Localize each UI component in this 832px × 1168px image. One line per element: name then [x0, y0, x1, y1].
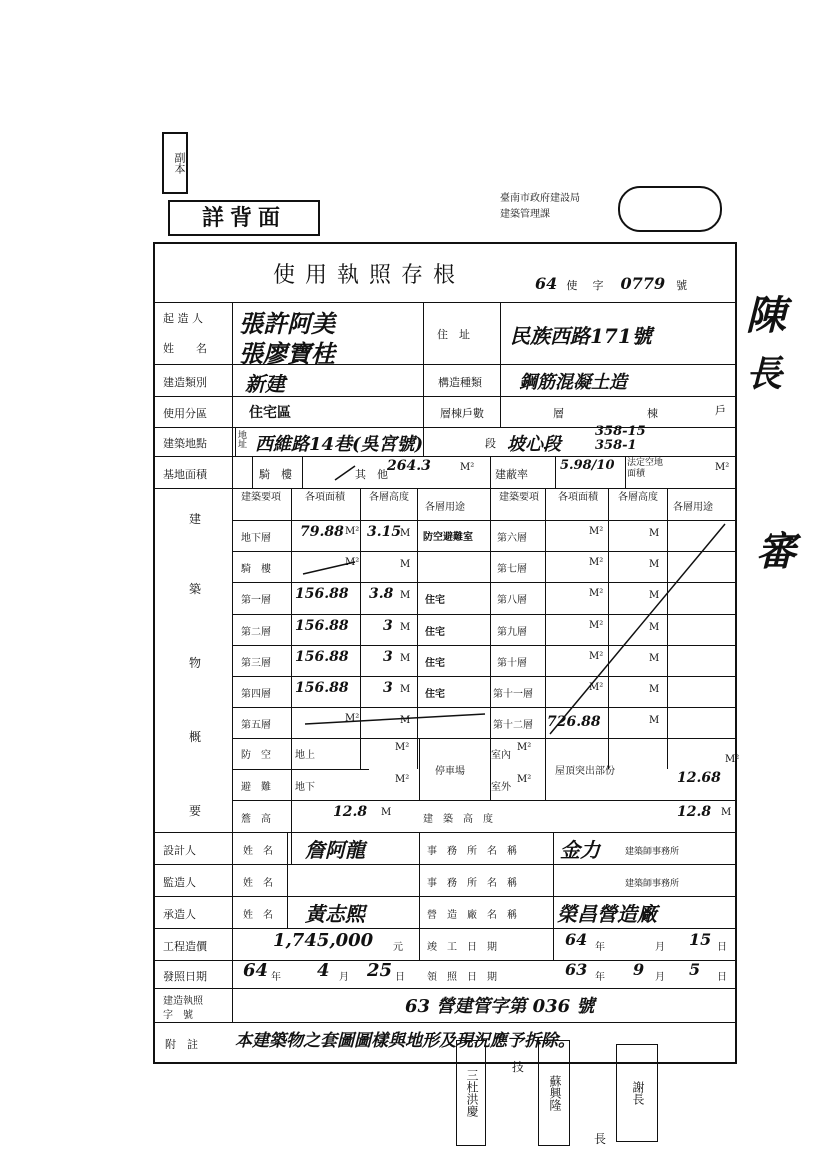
issue-day-char: 日: [395, 972, 405, 983]
issue-month: 4: [317, 960, 330, 981]
completion-day-char: 日: [717, 942, 727, 953]
outdoor-label: 室外: [491, 782, 511, 793]
address-value: 民族西路171號: [510, 324, 652, 348]
stamp-label-4: 長: [594, 1132, 607, 1146]
unit: M²: [589, 620, 604, 631]
designer-office: 金力: [560, 838, 600, 862]
contractor-name: 黃志熙: [305, 902, 365, 926]
side-mark-2: 長: [746, 353, 783, 395]
col-header-height-right: 各層高度: [618, 492, 658, 503]
floor-use: 住宅: [425, 595, 445, 606]
cost-unit: 元: [393, 942, 403, 953]
contractor-company: 榮昌營造廠: [557, 902, 657, 926]
floor-area: 156.88: [295, 618, 349, 634]
unit: M: [721, 807, 732, 818]
floor-use: 住宅: [425, 627, 445, 638]
receive-month-char: 月: [655, 972, 665, 983]
floors-value: 層: [553, 407, 564, 420]
permit-number-prefix: 64: [535, 274, 558, 293]
receive-day: 5: [689, 960, 701, 979]
completion-year-char: 年: [595, 942, 605, 953]
notes-label: 附 註: [165, 1038, 198, 1051]
unit: M: [400, 684, 411, 695]
permit-number-value: 0779: [620, 274, 666, 293]
unit: M: [649, 684, 660, 695]
designer-name: 詹阿龍: [305, 838, 365, 862]
unit: M²: [517, 742, 532, 753]
designer-name-label: 姓 名: [243, 846, 273, 857]
structure-value: 鋼筋混凝土造: [519, 372, 627, 393]
supervisor-name-label: 姓 名: [243, 878, 273, 889]
unit: M: [400, 528, 411, 539]
overview-char-2: 築: [189, 582, 202, 596]
building-height-value: 12.8: [677, 804, 712, 820]
issue-day: 25: [367, 960, 393, 981]
issue-label: 發照日期: [163, 970, 207, 983]
unit: M: [649, 653, 660, 664]
floor-name: 第三層: [241, 658, 271, 669]
see-back-label: 詳背面: [168, 200, 320, 236]
floor-name: 第十層: [497, 658, 527, 669]
col-header-use-right: 各層用途: [673, 502, 713, 513]
applicant-label-2: 姓 名: [163, 342, 207, 355]
site-sub-label: 地址: [236, 430, 246, 448]
floor-name: 地下層: [241, 533, 271, 544]
site-label: 建築地點: [163, 437, 207, 450]
receive-year: 63: [565, 960, 588, 979]
col-header-item-right: 建築要項: [499, 492, 539, 503]
issue-month-char: 月: [339, 972, 349, 983]
col-header-area-left: 各項面積: [305, 492, 345, 503]
open-space-label: 法定空地面積: [627, 458, 664, 479]
applicant-label-1: 起 造 人: [163, 312, 203, 325]
floor-name: 第四層: [241, 689, 271, 700]
shelter-label-1: 防 空: [241, 750, 271, 761]
unit: M: [400, 622, 411, 633]
usage-zone-value: 住宅區: [249, 405, 291, 421]
floor-name: 第七層: [497, 564, 527, 575]
col-header-use-left: 各層用途: [425, 502, 465, 513]
floor-use: 住宅: [425, 689, 445, 700]
floor-name: 第二層: [241, 627, 271, 638]
approval-stamps: [416, 1040, 676, 1160]
col-header-height-left: 各層高度: [369, 492, 409, 503]
permit-no-label-2: 字 號: [163, 1010, 193, 1021]
eave-value: 12.8: [333, 804, 368, 820]
other-label: 其 他: [355, 468, 388, 481]
site-lot-1: 358-15: [595, 424, 646, 439]
overview-char-4: 概: [189, 730, 202, 744]
floor-use: 住宅: [425, 658, 445, 669]
unit: M²: [589, 588, 604, 599]
receive-day-char: 日: [717, 972, 727, 983]
indoor-label: 室內: [491, 750, 511, 761]
unit: M: [400, 715, 411, 726]
issue-year: 64: [243, 960, 269, 981]
stamp-line-1: 臺南市政府建設局: [500, 193, 580, 204]
building-category-label: 建造類別: [163, 376, 207, 389]
permit-number-word2: 字: [592, 279, 604, 292]
unit: M: [649, 559, 660, 570]
unit: M²: [517, 774, 532, 785]
floor-height: 3: [383, 618, 393, 634]
permit-form: [153, 242, 740, 1064]
floor-height: 3.15: [367, 524, 402, 540]
floor-name: 第九層: [497, 627, 527, 638]
supervisor-office-label: 事 務 所 名 稱: [427, 878, 517, 889]
receive-month: 9: [633, 960, 645, 979]
other-unit: M²: [460, 462, 475, 473]
floor-use: 防空避難室: [423, 532, 473, 543]
permit-no-label-1: 建造執照: [163, 996, 203, 1007]
unit: M²: [589, 651, 604, 662]
completion-year: 64: [565, 930, 588, 949]
floor-area: 79.88: [300, 524, 344, 540]
buildings-value: 棟: [647, 407, 658, 420]
cost-value: 1,745,000: [273, 930, 374, 951]
permit-number-word: 使: [566, 279, 578, 292]
permit-number-suffix: 號: [676, 279, 688, 292]
site-section-value: 坡心段: [507, 434, 561, 455]
applicant-name-2: 張廖寶桂: [239, 339, 335, 368]
side-mark-1: 陳: [746, 292, 786, 339]
unit: M²: [395, 774, 410, 785]
below-ground-label: 地下: [295, 782, 315, 793]
building-height-label: 建 築 高 度: [423, 814, 493, 825]
site-lot-2: 358-1: [595, 438, 637, 453]
col-header-item-left: 建築要項: [241, 492, 281, 503]
floors-label: 層棟戶數: [440, 407, 484, 420]
floor-area: 156.88: [295, 586, 349, 602]
contractor-label: 承造人: [163, 908, 196, 921]
completion-label: 竣 工 日 期: [427, 942, 497, 953]
unit: M: [400, 559, 411, 570]
unit: M: [649, 622, 660, 633]
coverage-value: 5.98/10: [560, 458, 615, 473]
site-address: 西維路14巷(吳宮號): [255, 434, 424, 455]
stamp-1: 三杜洪慶: [456, 1040, 486, 1146]
households-value: 戶: [715, 404, 726, 417]
parking-label: 停車場: [435, 766, 465, 777]
floor-area: 156.88: [295, 680, 349, 696]
supervisor-label: 監造人: [163, 876, 196, 889]
unit: M²: [589, 526, 604, 537]
overview-char-1: 建: [189, 512, 202, 526]
roof-value: 12.68: [677, 770, 721, 786]
overview-char-3: 物: [189, 656, 202, 670]
unit: M²: [589, 557, 604, 568]
contractor-name-label: 姓 名: [243, 910, 273, 921]
above-ground-label: 地上: [295, 750, 315, 761]
floor-name: 第十一層: [493, 689, 533, 700]
applicant-name-1: 張許阿美: [239, 309, 335, 338]
arcade-label: 騎 樓: [259, 468, 292, 481]
notes-value: 本建築物之套圖圖樣與地形及現況應予拆除。: [235, 1031, 575, 1051]
other-value: 264.3: [387, 458, 431, 474]
floor-name: 第十二層: [493, 720, 533, 731]
unit: M: [649, 528, 660, 539]
completion-day: 15: [689, 930, 712, 949]
designer-office-label: 事 務 所 名 稱: [427, 846, 517, 857]
unit: M: [400, 590, 411, 601]
stamp-2: 蘇興隆: [538, 1040, 570, 1146]
unit: M²: [345, 713, 360, 724]
supervisor-office-suffix: 建築師事務所: [625, 879, 680, 889]
stamp-label-1: 技: [512, 1060, 525, 1074]
floor-name: 第六層: [497, 533, 527, 544]
contractor-company-label: 營 造 廠 名 稱: [427, 910, 517, 921]
floor-height: 3: [383, 649, 393, 665]
floor-area: 726.88: [547, 714, 601, 730]
floor-name: 第八層: [497, 595, 527, 606]
overview-char-5: 要: [189, 804, 202, 818]
stamp-3: 謝長: [616, 1044, 658, 1142]
structure-label: 構造種類: [438, 376, 482, 389]
unit: M: [649, 590, 660, 601]
unit: M²: [345, 526, 360, 537]
floor-height: 3.8: [369, 586, 394, 602]
col-header-area-right: 各項面積: [558, 492, 598, 503]
form-title: 使用執照存根: [273, 263, 466, 288]
stamp-line-2: 建築管理課: [500, 209, 550, 220]
building-category-value: 新建: [245, 372, 285, 396]
shelter-label-2: 避 難: [241, 782, 271, 793]
top-right-stamp: [500, 186, 725, 230]
floor-name: 騎 樓: [241, 564, 271, 575]
issue-year-char: 年: [271, 972, 281, 983]
designer-office-suffix: 建築師事務所: [625, 847, 680, 857]
side-copy-stamp: 副本: [162, 132, 188, 194]
open-space-unit: M²: [715, 462, 730, 473]
unit: M: [649, 715, 660, 726]
usage-zone-label: 使用分區: [163, 407, 207, 420]
unit: M²: [725, 754, 740, 765]
eave-label: 簷 高: [241, 814, 271, 825]
unit: M: [400, 653, 411, 664]
unit: M²: [345, 557, 360, 568]
roof-label: 屋頂突出部份: [555, 766, 615, 777]
address-label: 住 址: [437, 328, 470, 341]
cost-label: 工程造價: [163, 940, 207, 953]
receive-label: 領 照 日 期: [427, 972, 497, 983]
floor-name: 第一層: [241, 595, 271, 606]
floor-name: 第五層: [241, 720, 271, 731]
unit: M: [381, 807, 392, 818]
floor-height: 3: [383, 680, 393, 696]
base-area-label: 基地面積: [163, 468, 207, 481]
unit: M²: [589, 682, 604, 693]
designer-label: 設計人: [163, 844, 196, 857]
round-stamp: [618, 186, 722, 232]
unit: M²: [395, 742, 410, 753]
completion-month-char: 月: [655, 942, 665, 953]
floor-area: 156.88: [295, 649, 349, 665]
side-mark-3: 審: [756, 528, 796, 575]
permit-no-value: 63 營建管字第 036 號: [405, 996, 595, 1017]
receive-year-char: 年: [595, 972, 605, 983]
coverage-label: 建蔽率: [495, 468, 528, 481]
site-section-label: 段: [485, 437, 496, 450]
